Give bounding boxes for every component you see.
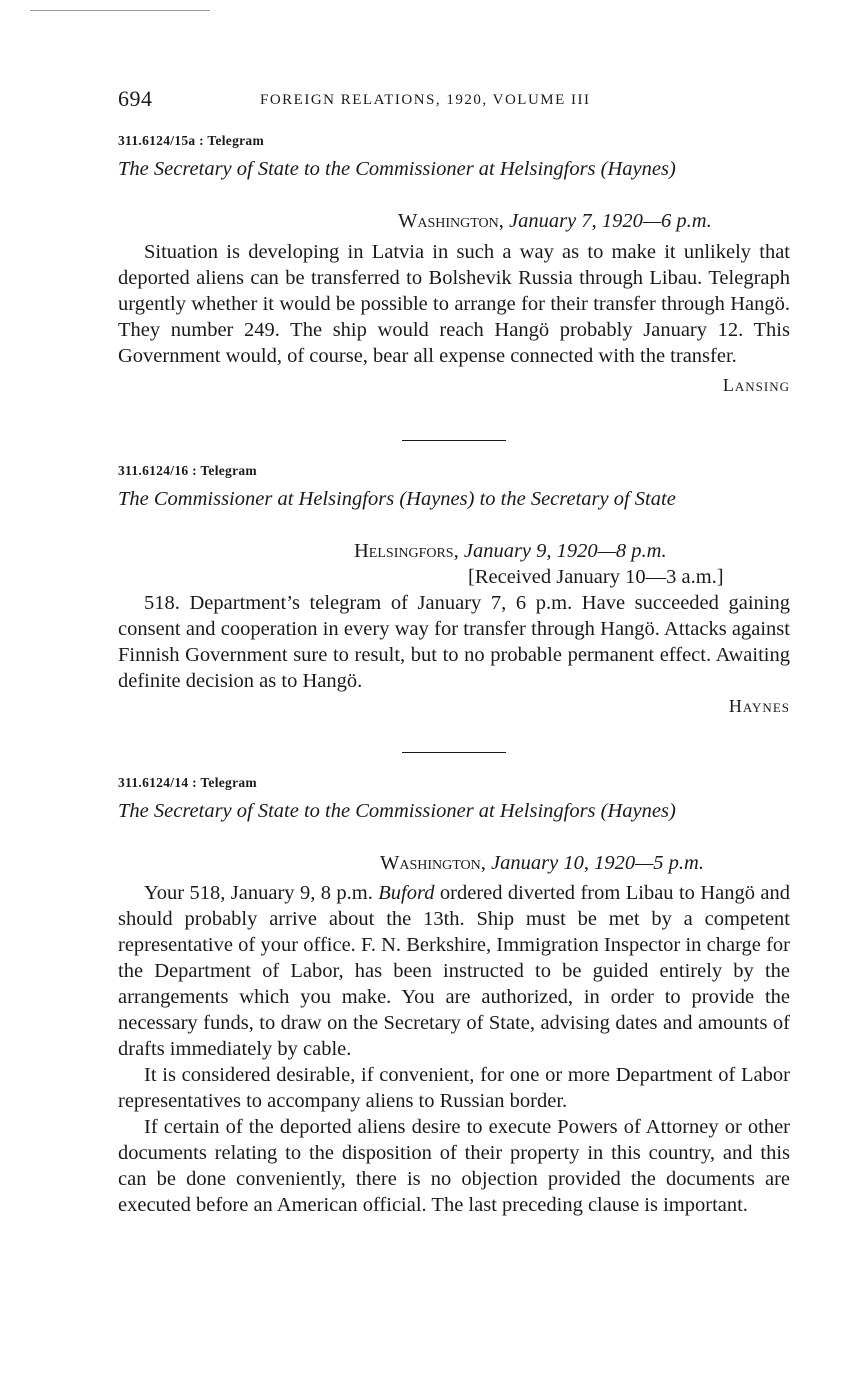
body-paragraph [118,880,790,1062]
telegram-body [118,239,790,369]
signature: Haynes [728,696,790,716]
file-reference: 311.6124/14 : Telegram [118,775,257,790]
dateline [118,538,790,564]
signature: Lansing [722,375,790,395]
dateline-place: Washington, [380,852,486,874]
telegram-2 [118,462,790,718]
dateline-date: January 10, 1920—5 p.m. [491,852,704,874]
top-edge-rule [30,10,210,11]
telegram-title: The Commissioner at Helsingfors (Haynes) to the Secretary of State [118,488,676,510]
paragraph-text: Your 518, January 9, 8 p.m. [144,882,379,904]
page-number: 694 [118,86,153,111]
file-reference: 311.6124/15a : Telegram [118,133,265,148]
file-reference: 311.6124/16 : Telegram [118,463,257,478]
dateline [118,208,790,234]
dateline-place: Helsingfors, [354,540,459,562]
body-paragraph: 518. Department’s telegram of January 7, 6 p.m. Have succeeded gaining consent and cooperation in every way for transfer through Hangö. Attacks against Finnish Government sure to result, but to no probable permanent effect. Awaiting definite decision as to Hangö. [118,592,790,692]
received-note: [Received January 10—3 a.m.] [468,566,724,588]
separator-rule [402,440,506,441]
telegram-1 [118,132,790,397]
telegram-body [118,590,790,694]
dateline [118,850,790,876]
telegram-3 [118,774,790,1218]
telegram-body [118,880,790,1218]
dateline-date: January 9, 1920—8 p.m. [463,540,667,562]
page-header [118,86,790,116]
separator-rule [402,752,506,753]
running-head: FOREIGN RELATIONS, 1920, VOLUME III [260,92,591,108]
telegram-title: The Secretary of State to the Commissioner at Helsingfors (Haynes) [118,800,676,822]
body-paragraph: If certain of the deported aliens desire to execute Powers of Attorney or other documents relating to the disposition of their property in this country, and this can be done conveniently, there is no objection provided the documents are executed before an American official. The last preceding clause is important. [118,1116,790,1216]
ship-name: Buford [378,882,435,904]
dateline-place: Washington, [398,210,504,232]
body-paragraph: Situation is developing in Latvia in such a way as to make it unlikely that deported aliens can be transferred to Bolshevik Russia through Libau. Telegraph urgently whether it would be possible to arrange for their transfer through Hangö. They number 249. The ship would reach Hangö probably January 12. This Government would, of course, bear all expense connected with the transfer. [118,241,790,367]
dateline-date: January 7, 1920—6 p.m. [509,210,712,232]
telegram-title: The Secretary of State to the Commissioner at Helsingfors (Haynes) [118,158,676,180]
body-paragraph: It is considered desirable, if convenient, for one or more Department of Labor representatives to accompany aliens to Russian border. [118,1064,790,1112]
paragraph-text: ordered diverted from Libau to Hangö and should probably arrive about the 13th. Ship must be met by a competent representative of your office. F. N. Berkshire, Immigration Inspector in charge for the Department of Labor, has been instructed to be guided entirely by the arrangements which you make. You are authorized, in order to provide the necessary funds, to draw on the Secretary of State, advising dates and amounts of drafts immediately by cable. [118,882,790,1060]
